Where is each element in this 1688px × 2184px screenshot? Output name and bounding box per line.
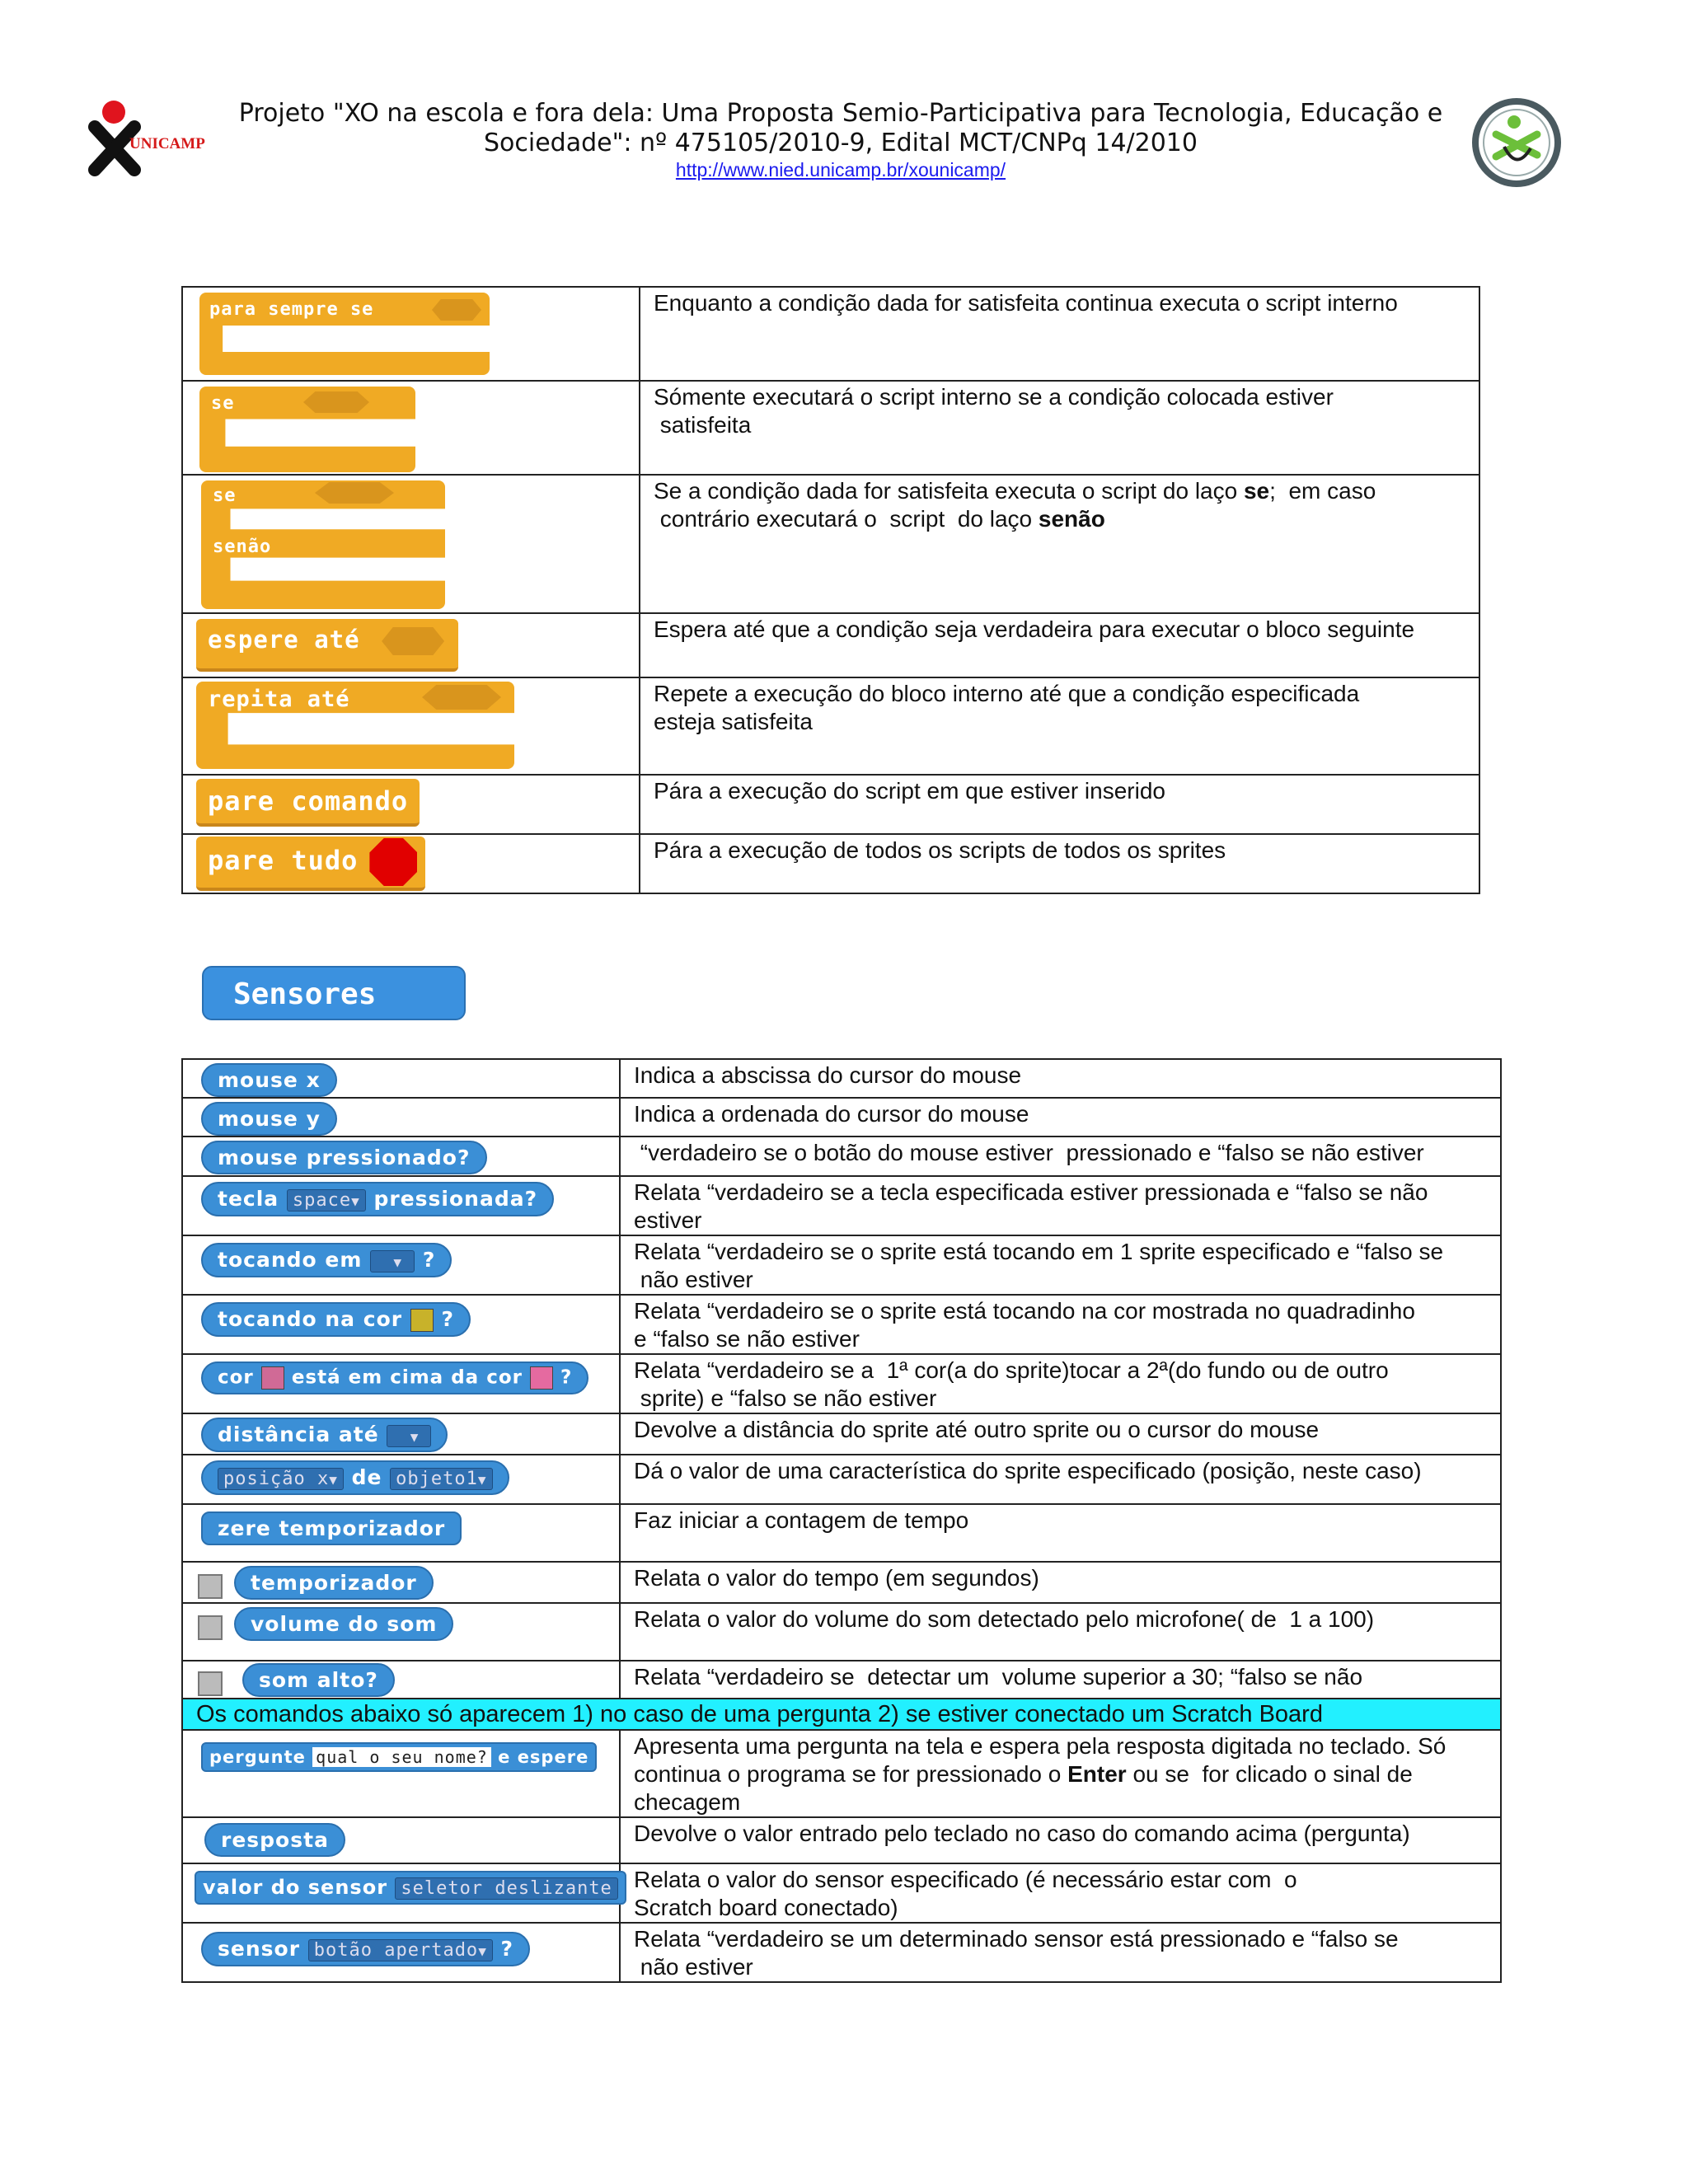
table-row [182, 677, 1479, 775]
touching-block[interactable] [201, 1243, 452, 1277]
sensor-pressed-block[interactable] [201, 1932, 530, 1966]
desc-cell: Relata “verdadeiro se a tecla especificada estiver pressionada e “falso se não estiver [620, 1176, 1501, 1235]
color-swatch[interactable] [410, 1309, 434, 1332]
block-cell [182, 287, 640, 381]
table-row [182, 475, 1479, 613]
block-label: sensor [218, 1937, 301, 1961]
loud-block[interactable]: som alto? [242, 1663, 395, 1697]
block-cell [182, 677, 640, 775]
key-dropdown[interactable] [287, 1189, 366, 1212]
block-cell [182, 1413, 620, 1455]
condition-slot-icon [422, 685, 501, 710]
block-cell [182, 1603, 620, 1661]
block-cell [182, 1863, 620, 1923]
color-swatch[interactable] [261, 1366, 284, 1390]
answer-block[interactable]: resposta [204, 1823, 345, 1857]
dropdown-arrow-icon: ▼ [478, 1943, 487, 1959]
note-cell: Os comandos abaixo só aparecem 1) no caso de uma pergunta 2) se estiver conectado um Scratch Board [182, 1699, 1501, 1730]
block-label: e espere [498, 1747, 589, 1767]
block-label: valor do sensor [203, 1876, 388, 1899]
sensor-dropdown[interactable] [308, 1939, 493, 1961]
desc-cell: Relata “verdadeiro se detectar um volume superior a 30; “falso se não [620, 1661, 1501, 1699]
color-over-color-block[interactable] [201, 1361, 588, 1394]
desc-cell: Relata o valor do volume do som detectado pelo microfone( de 1 a 100) [620, 1603, 1501, 1661]
if-block[interactable]: se [211, 393, 235, 414]
block-cell [182, 1176, 620, 1235]
block-label: tocando em [218, 1248, 363, 1272]
question-field[interactable]: qual o seu nome? [312, 1747, 491, 1767]
block-label: pressionada? [373, 1187, 538, 1211]
desc-cell: Dá o valor de uma característica do sprite especificado (posição, neste caso) [620, 1455, 1501, 1504]
table-row [182, 613, 1479, 677]
desc-cell: Sómente executará o script interno se a condição colocada estiver satisfeita [640, 381, 1479, 475]
dropdown-value: objeto1 [396, 1468, 478, 1489]
mouse-x-block[interactable]: mouse x [201, 1063, 337, 1097]
desc-cell: Faz iniciar a contagem de tempo [620, 1504, 1501, 1562]
block-label: ? [500, 1937, 514, 1961]
title-line-2: Sociedade": nº 475105/2010-9, Edital MCT/CNPq 14/2010 [483, 129, 1198, 157]
block-cell [182, 834, 640, 893]
block-label: pergunte [209, 1747, 306, 1767]
stop-all-block[interactable] [196, 837, 425, 891]
title-line-1: Projeto "XO na escola e fora dela: Uma Proposta Semio-Participativa para Tecnologia, Educação e [238, 99, 1443, 128]
forever-if-block[interactable]: para sempre se [209, 299, 374, 320]
desc-cell: Relata “verdadeiro se a 1ª cor(a do sprite)tocar a 2ª(do fundo ou de outro sprite) e “falso se não estiver [620, 1354, 1501, 1413]
loudness-block[interactable]: volume do som [234, 1607, 453, 1641]
dropdown-arrow-icon: ▼ [477, 1471, 487, 1488]
timer-checkbox[interactable] [198, 1574, 223, 1599]
sprite-dropdown[interactable] [387, 1425, 431, 1447]
dropdown-arrow-icon: ▼ [329, 1471, 338, 1488]
block-label: ? [441, 1307, 455, 1331]
xo-unicamp-logo [87, 99, 210, 177]
sprite-dropdown[interactable] [370, 1250, 415, 1272]
sensor-blocks-table [181, 1058, 1502, 1983]
block-label: de [351, 1465, 382, 1489]
table-row [182, 1176, 1501, 1235]
table-row [182, 1562, 1501, 1603]
dropdown-arrow-icon: ▼ [376, 1254, 403, 1270]
desc-text: Se a condição dada for satisfeita executa o script do laço [654, 478, 1244, 504]
desc-cell [620, 1730, 1501, 1817]
block-label: tecla [218, 1187, 279, 1211]
table-row [182, 1059, 1501, 1098]
dropdown-arrow-icon: ▼ [392, 1428, 420, 1445]
if-else-block[interactable]: se [213, 485, 237, 506]
block-label: cor [218, 1366, 254, 1389]
desc-cell: Relata “verdadeiro se um determinado sensor está pressionado e “falso se não estiver [620, 1923, 1501, 1982]
dropdown-value: botão apertado [313, 1939, 479, 1961]
timer-block[interactable]: temporizador [234, 1566, 434, 1600]
block-cell [182, 1455, 620, 1504]
block-label: ? [422, 1248, 436, 1272]
stop-script-block[interactable]: pare comando [196, 779, 420, 827]
table-row [182, 1504, 1501, 1562]
block-cell [182, 1354, 620, 1413]
block-cell [182, 1295, 620, 1354]
block-label: ? [560, 1366, 573, 1389]
block-cell [182, 1504, 620, 1562]
repeat-until-block[interactable]: repita até [208, 687, 350, 712]
table-row [182, 775, 1479, 834]
table-row [182, 1098, 1501, 1137]
condition-slot-icon [315, 482, 394, 504]
block-cell [182, 1661, 620, 1699]
desc-cell: Pára a execução de todos os scripts de todos os sprites [640, 834, 1479, 893]
table-row [182, 1603, 1501, 1661]
xo-circle-logo [1471, 97, 1562, 188]
desc-cell: Enquanto a condição dada for satisfeita continua executa o script interno [640, 287, 1479, 381]
else-label: senão [213, 537, 272, 557]
condition-slot-icon [432, 299, 481, 321]
desc-bold: Enter [1067, 1761, 1127, 1787]
project-title [223, 99, 1459, 158]
desc-cell: Relata “verdadeiro se o sprite está tocando na cor mostrada no quadradinho e “falso se não estiver [620, 1295, 1501, 1354]
table-row [182, 1137, 1501, 1176]
ask-and-wait-block[interactable] [201, 1742, 597, 1772]
block-label: distância até [218, 1422, 379, 1446]
loudness-checkbox[interactable] [198, 1615, 223, 1640]
object-dropdown[interactable] [390, 1468, 492, 1490]
table-row [182, 1235, 1501, 1295]
block-cell [182, 613, 640, 677]
desc-cell: Devolve o valor entrado pelo teclado no caso do comando acima (pergunta) [620, 1817, 1501, 1863]
touching-color-block[interactable] [201, 1302, 471, 1337]
dropdown-value: space [292, 1189, 352, 1211]
key-pressed-block[interactable] [201, 1182, 554, 1216]
table-row [182, 1863, 1501, 1923]
block-label: está em cima da cor [291, 1366, 523, 1389]
table-row [182, 287, 1479, 381]
table-row [182, 1730, 1501, 1817]
table-row [182, 1354, 1501, 1413]
desc-text: Apresenta uma pergunta na tela e espera pela resposta digitada no teclado. Só continua o programa se for pressionado o [634, 1733, 1447, 1787]
desc-cell: Espera até que a condição seja verdadeira para executar o bloco seguinte [640, 613, 1479, 677]
desc-cell: Relata o valor do sensor especificado (é necessário estar com o Scratch board conectado) [620, 1863, 1501, 1923]
sensor-value-block[interactable] [195, 1871, 626, 1905]
block-cell [182, 1817, 620, 1863]
color-swatch[interactable] [530, 1366, 553, 1390]
block-cell [182, 1059, 620, 1098]
page-header [0, 0, 1688, 198]
condition-slot-icon [303, 391, 369, 413]
desc-cell: Devolve a distância do sprite até outro sprite ou o cursor do mouse [620, 1413, 1501, 1455]
sensor-dropdown[interactable] [395, 1877, 617, 1900]
desc-cell: Indica a abscissa do cursor do mouse [620, 1059, 1501, 1098]
block-cell [182, 1562, 620, 1603]
desc-cell: Indica a ordenada do cursor do mouse [620, 1098, 1501, 1137]
table-row [182, 1661, 1501, 1699]
desc-text: ; em caso contrário executará o script do laço [659, 478, 1376, 532]
condition-slot-icon [382, 627, 444, 655]
sensors-category-button[interactable]: Sensores [202, 966, 466, 1020]
project-link[interactable]: http://www.nied.unicamp.br/xounicamp/ [675, 159, 1006, 180]
table-row [182, 1295, 1501, 1354]
table-row [182, 1455, 1501, 1504]
logo-text: UNICAMP [129, 135, 205, 152]
dropdown-value: seletor deslizante [401, 1877, 612, 1899]
desc-cell: Relata “verdadeiro se o sprite está tocando em 1 sprite especificado e “falso se não estiver [620, 1235, 1501, 1295]
mouse-down-block[interactable]: mouse pressionado? [201, 1141, 487, 1174]
mouse-y-block[interactable]: mouse y [201, 1102, 337, 1136]
control-blocks-table [181, 286, 1480, 894]
table-row [182, 1413, 1501, 1455]
wait-until-block[interactable] [196, 619, 458, 672]
note-row [182, 1699, 1501, 1730]
block-cell [182, 475, 640, 613]
reset-timer-block[interactable]: zere temporizador [201, 1511, 462, 1545]
loud-checkbox[interactable] [198, 1671, 223, 1696]
desc-cell: Relata o valor do tempo (em segundos) [620, 1562, 1501, 1603]
block-cell [182, 1923, 620, 1982]
desc-cell: Repete a execução do bloco interno até que a condição especificada esteja satisfeita [640, 677, 1479, 775]
block-cell [182, 1235, 620, 1295]
attribute-of-block[interactable] [201, 1460, 509, 1495]
desc-bold: se [1243, 478, 1270, 504]
block-cell [182, 1730, 620, 1817]
block-label: espere até [208, 626, 360, 654]
distance-to-block[interactable] [201, 1418, 448, 1452]
block-cell [182, 775, 640, 834]
attribute-dropdown[interactable] [218, 1468, 344, 1490]
table-row [182, 834, 1479, 893]
block-cell [182, 1137, 620, 1176]
table-row [182, 1923, 1501, 1982]
stop-sign-icon [369, 838, 417, 886]
block-label: pare tudo [208, 845, 359, 876]
dropdown-arrow-icon: ▼ [351, 1193, 360, 1209]
desc-text: ou se for clicado o sinal de checagem [634, 1761, 1413, 1815]
block-cell [182, 381, 640, 475]
table-row [182, 381, 1479, 475]
table-row [182, 1817, 1501, 1863]
block-label: tocando na cor [218, 1307, 403, 1331]
desc-bold: senão [1038, 506, 1105, 532]
block-cell [182, 1098, 620, 1137]
desc-cell: “verdadeiro se o botão do mouse estiver pressionado e “falso se não estiver [620, 1137, 1501, 1176]
desc-cell [640, 475, 1479, 613]
desc-cell: Pára a execução do script em que estiver inserido [640, 775, 1479, 834]
dropdown-value: posição x [223, 1468, 330, 1489]
